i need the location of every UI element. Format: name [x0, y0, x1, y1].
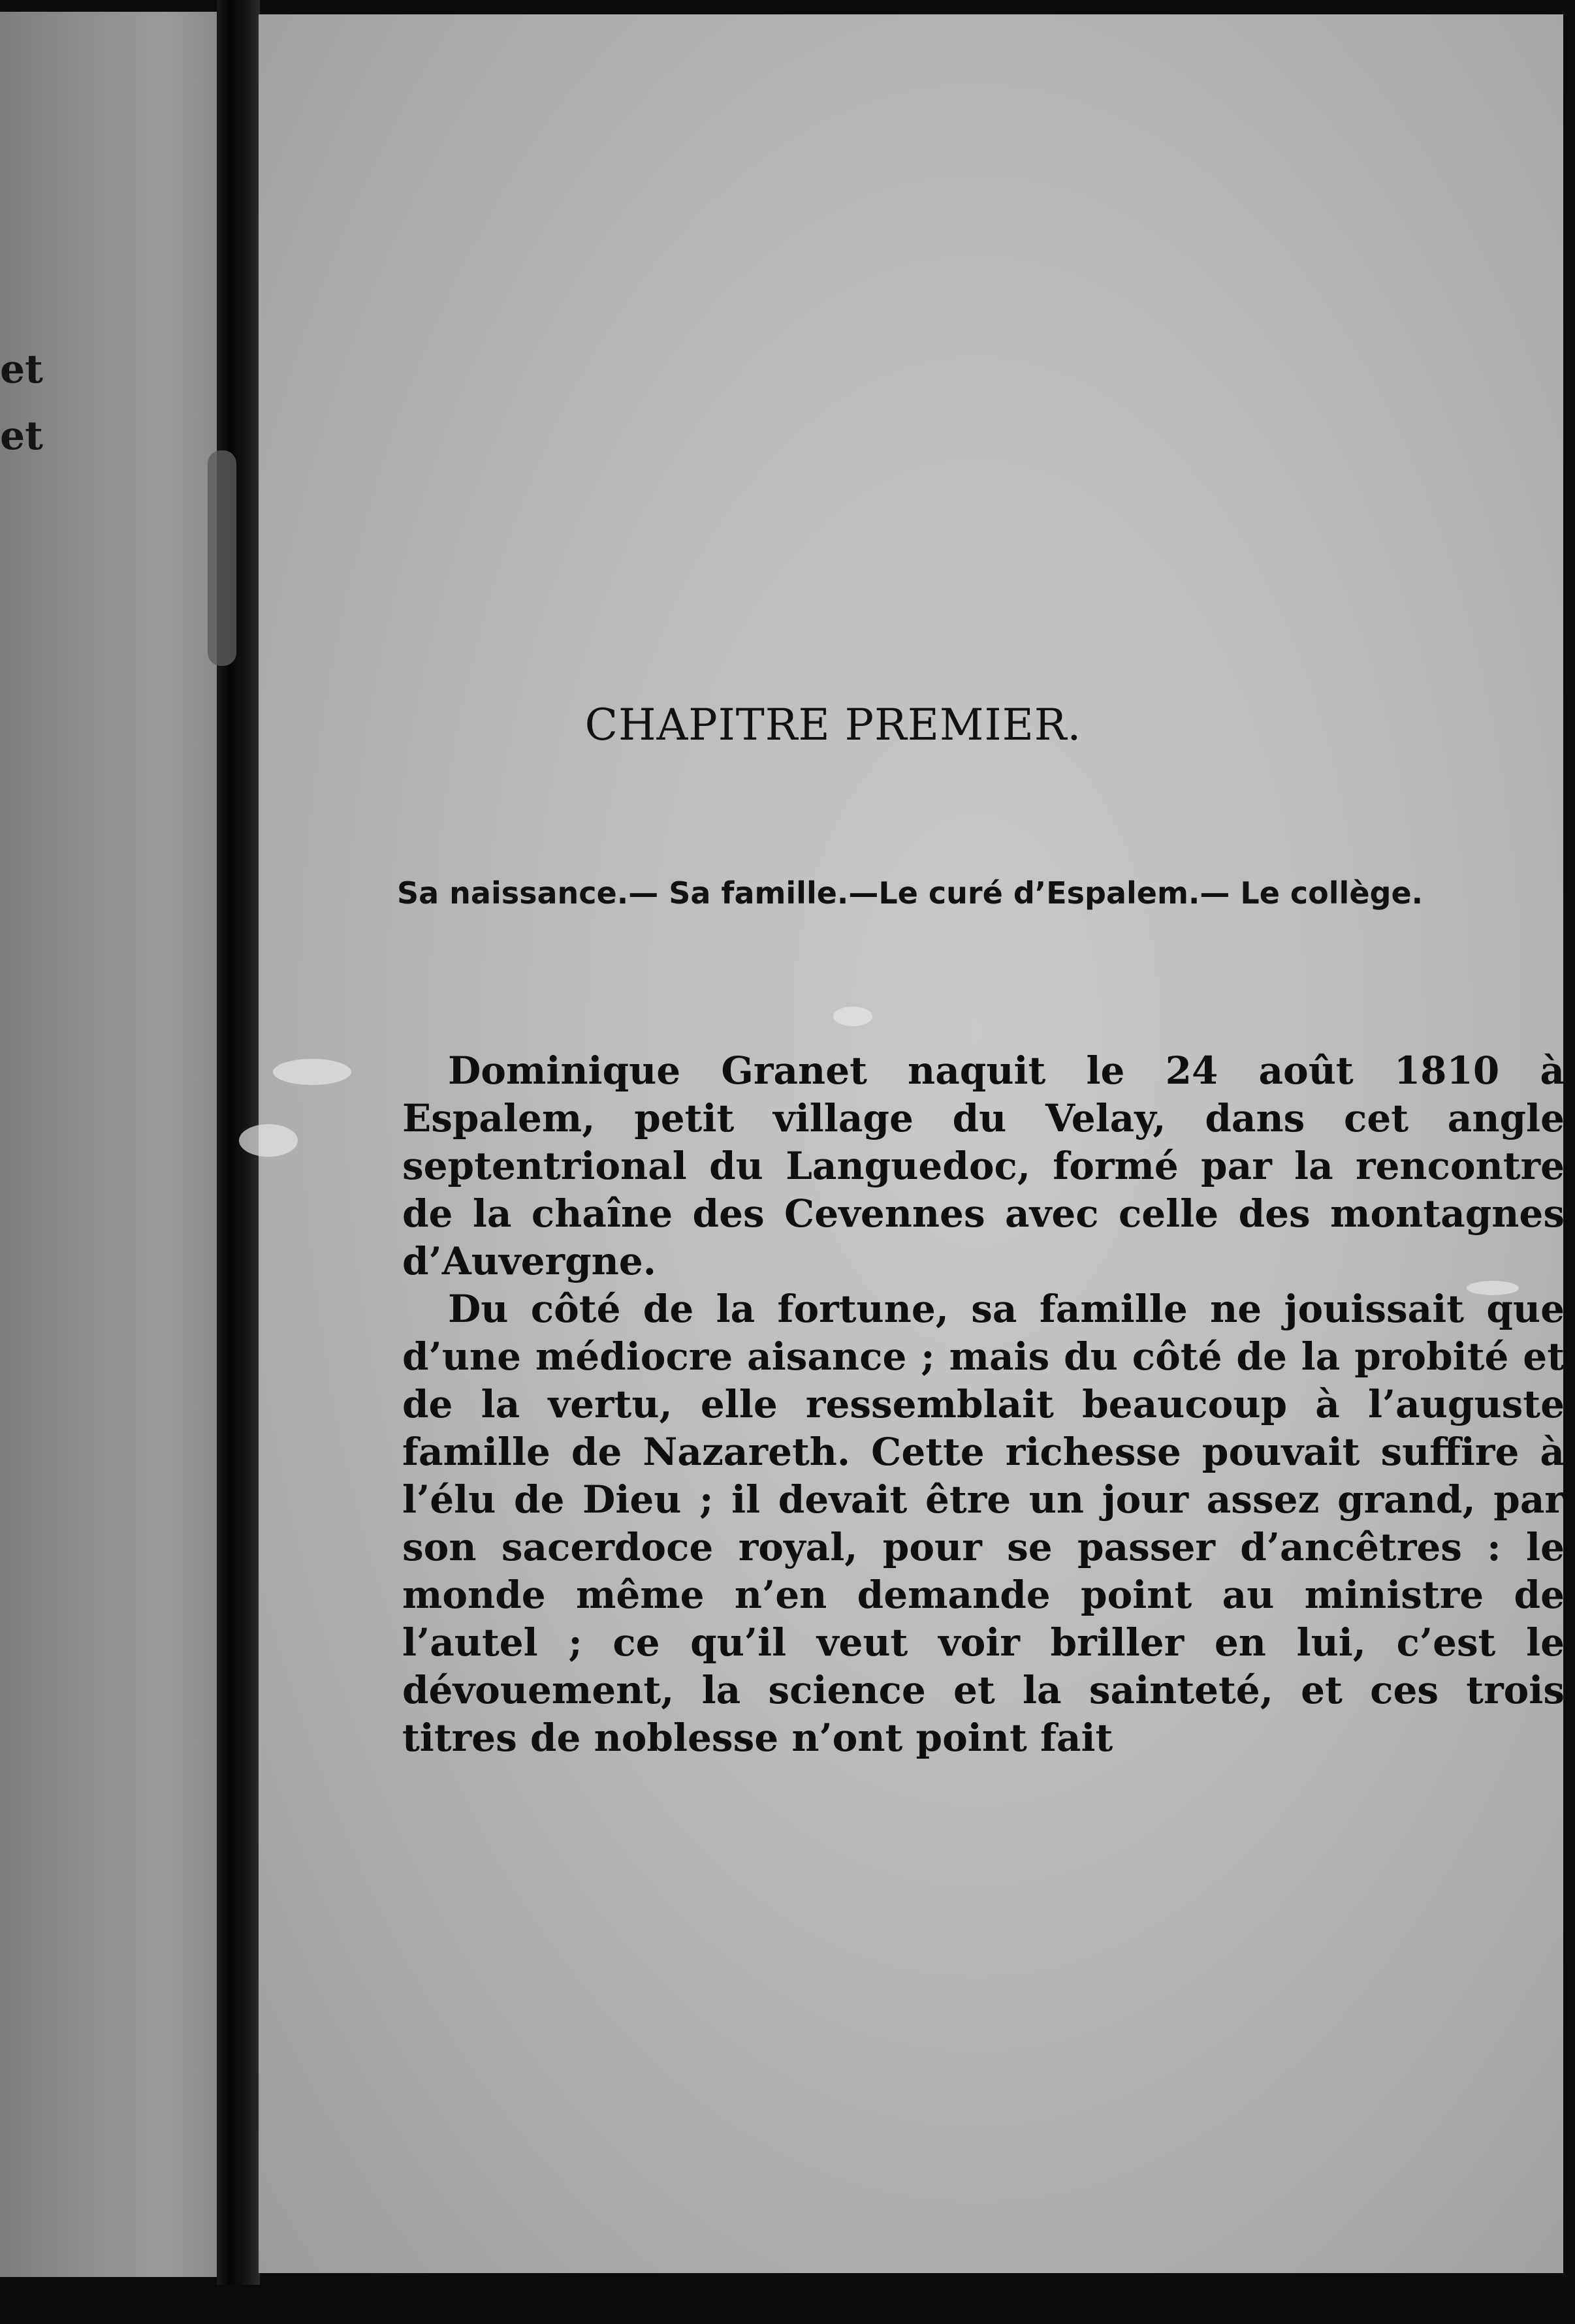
previous-page-edge [0, 12, 219, 2277]
paragraph: Du côté de la fortune, sa famille ne jouissait que d’une médiocre aisance ; mais du côté de la probité et de la vertu, elle ressemblait beaucoup à l’auguste famille de Nazareth. Cette richesse pouvait suffire à l’élu de Dieu ; il devait être un jour assez grand, par son sacerdoce royal, pour se passer d’ancêtres : le monde même n’en demande point au ministre de l’autel ; ce qu’il veut voir briller en lui, c’est le dévouement, la science et la sainteté, et ces trois titres de noblesse n’ont point fait [402, 1287, 1565, 1760]
paper-speck [239, 1124, 298, 1157]
previous-page-fragment: et [0, 347, 43, 392]
book-page [259, 14, 1563, 2273]
paper-speck [273, 1059, 351, 1085]
chapter-body [402, 1047, 1565, 1762]
paper-speck [833, 1007, 872, 1026]
chapter-title: CHAPITRE PREMIER. [584, 700, 1082, 750]
binding-tear [208, 450, 236, 666]
previous-page-fragment: et [0, 413, 43, 459]
paragraph: Dominique Granet naquit le 24 août 1810 à Espalem, petit village du Velay, dans cet angle septentrional du Languedoc, formé par la rencontre de la chaîne des Cevennes avec celle des montagnes d’Auvergne. [402, 1048, 1565, 1283]
chapter-summary: Sa naissance.— Sa famille.—Le curé d’Espalem.— Le collège. [397, 875, 1424, 911]
